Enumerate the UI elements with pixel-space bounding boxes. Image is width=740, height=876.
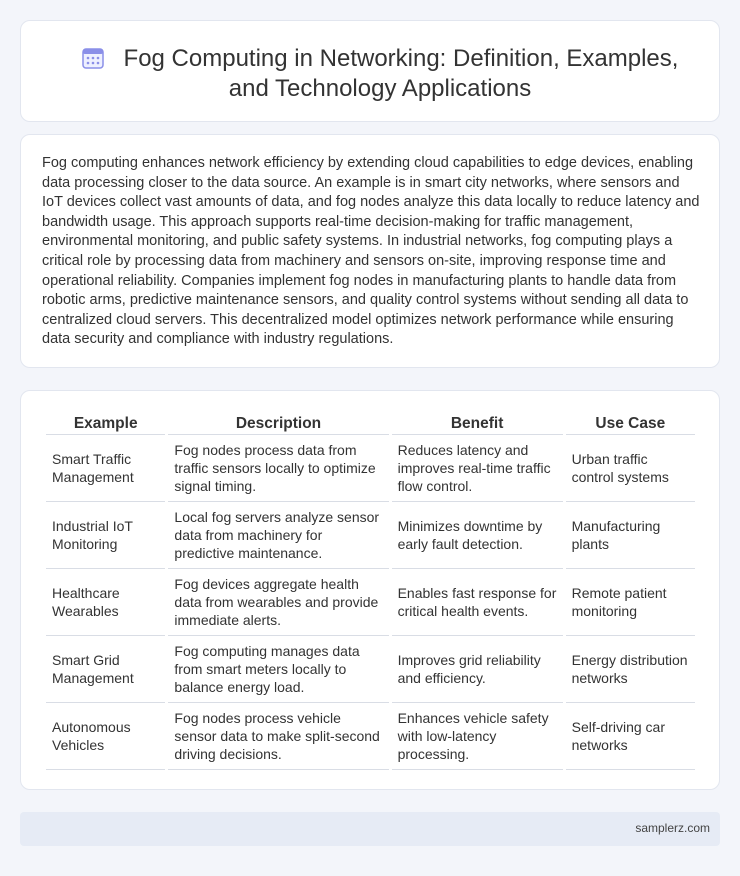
title-card (20, 20, 720, 122)
cell-description: Fog computing manages data from smart meters locally to balance energy load. (168, 636, 388, 703)
page-title-container (61, 44, 699, 104)
cell-benefit: Enables fast response for critical health events. (392, 569, 563, 636)
cell-example: Industrial IoT Monitoring (46, 502, 165, 569)
header-use-case: Use Case (566, 411, 695, 435)
table-row (46, 502, 695, 569)
cell-example: Autonomous Vehicles (46, 703, 165, 770)
intro-card (20, 134, 720, 368)
cell-description: Local fog servers analyze sensor data from machinery for predictive maintenance. (168, 502, 388, 569)
examples-table (43, 411, 698, 770)
cell-benefit: Minimizes downtime by early fault detection. (392, 502, 563, 569)
cell-benefit: Reduces latency and improves real-time traffic flow control. (392, 435, 563, 502)
cell-description: Fog nodes process vehicle sensor data to make split-second driving decisions. (168, 703, 388, 770)
page-title: Fog Computing in Networking: Definition, Examples, and Technology Applications (123, 45, 679, 102)
cell-description: Fog nodes process data from traffic sensors locally to optimize signal timing. (168, 435, 388, 502)
cell-example: Healthcare Wearables (46, 569, 165, 636)
cell-use-case: Urban traffic control systems (566, 435, 695, 502)
cell-use-case: Self-driving car networks (566, 703, 695, 770)
table-card (20, 390, 720, 790)
header-example: Example (46, 411, 165, 435)
cell-example: Smart Grid Management (46, 636, 165, 703)
header-description: Description (168, 411, 388, 435)
cell-benefit: Improves grid reliability and efficiency. (392, 636, 563, 703)
table-row (46, 569, 695, 636)
cell-benefit: Enhances vehicle safety with low-latency processing. (392, 703, 563, 770)
table-row (46, 435, 695, 502)
cell-use-case: Remote patient monitoring (566, 569, 695, 636)
table-row (46, 636, 695, 703)
table-row (46, 703, 695, 770)
footer-bar (20, 812, 720, 846)
header-benefit: Benefit (392, 411, 563, 435)
footer-site-link[interactable]: samplerz.com (635, 821, 710, 835)
calendar-icon (82, 47, 104, 69)
cell-use-case: Manufacturing plants (566, 502, 695, 569)
cell-example: Smart Traffic Management (46, 435, 165, 502)
cell-description: Fog devices aggregate health data from wearables and provide immediate alerts. (168, 569, 388, 636)
cell-use-case: Energy distribution networks (566, 636, 695, 703)
table-header-row (46, 411, 695, 435)
intro-paragraph: Fog computing enhances network efficiency by extending cloud capabilities to edge devices, enabling data processing closer to the data source. An example is in smart city networks, where sensors and IoT devices collect vast amounts of data, and fog nodes analyze this data locally to reduce latency and bandwidth usage. This approach supports real-time decision-making for traffic management, environmental monitoring, and public safety systems. In industrial networks, fog computing plays a critical role by processing data from machinery and sensors on-site, improving response time and operational reliability. Companies implement fog nodes in manufacturing plants to handle data from robotic arms, predictive maintenance sensors, and quality control systems without sending all data to centralized cloud servers. This decentralized model optimizes network performance while ensuring data security and compliance with industry regulations. (42, 155, 700, 348)
